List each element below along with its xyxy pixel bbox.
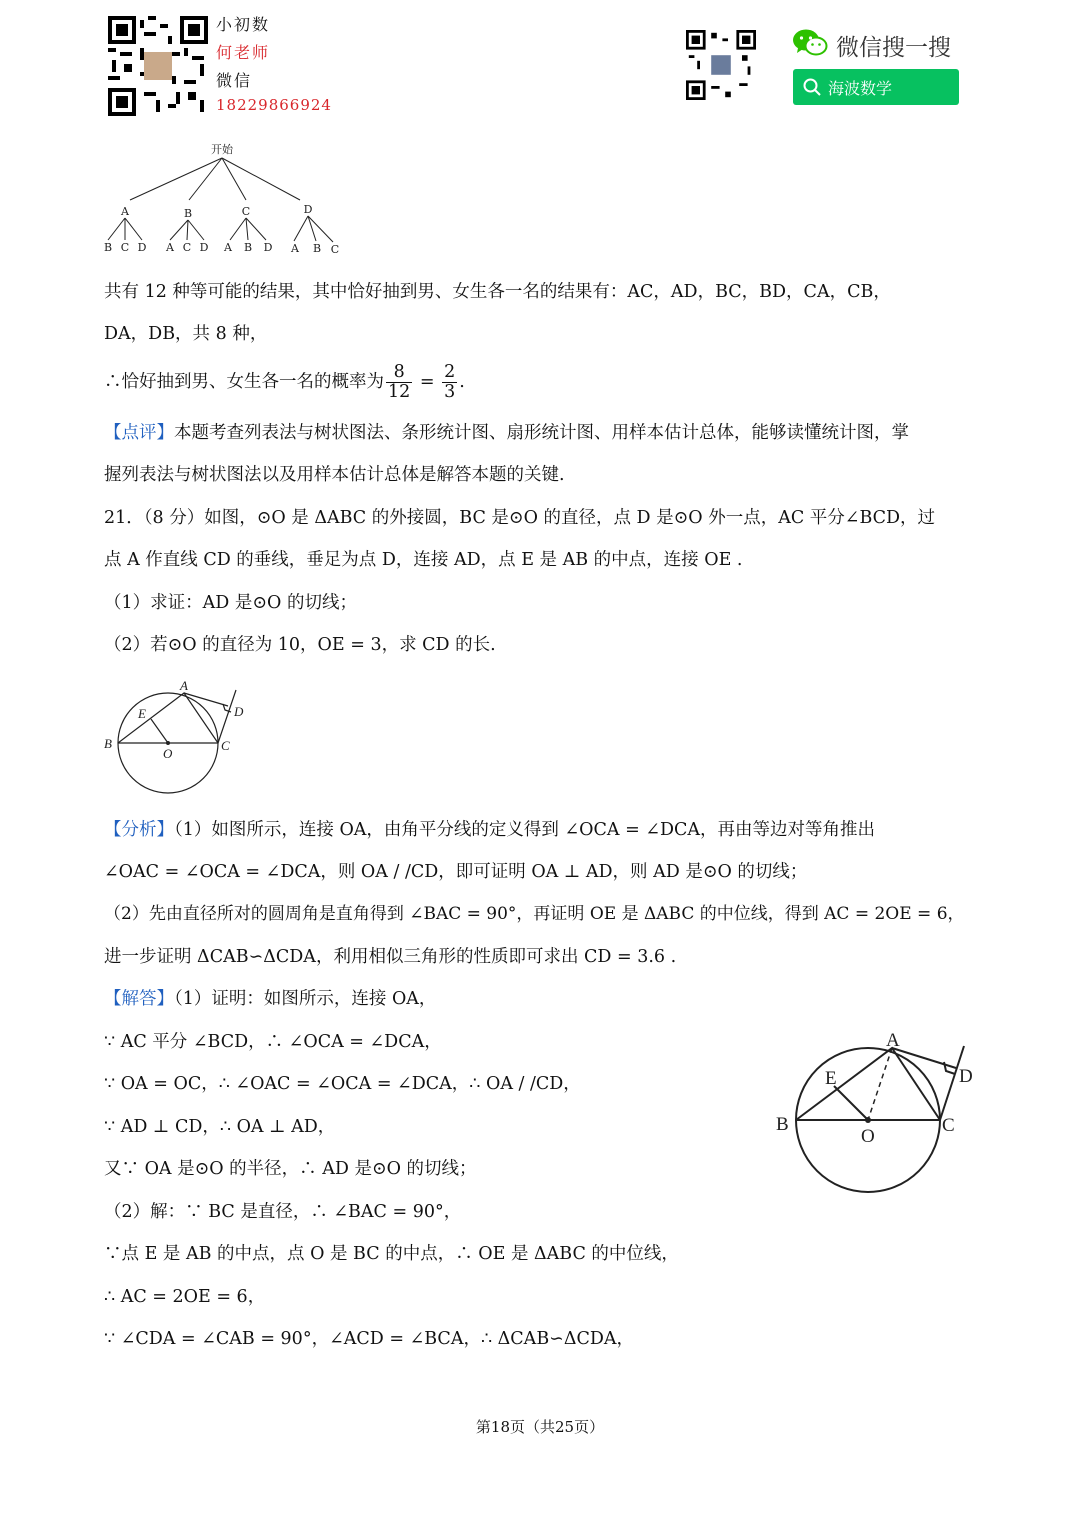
tree-leaf: D <box>137 241 147 254</box>
tree-leaf: A <box>291 242 299 255</box>
wechat-search-label: 微信搜一搜 <box>836 35 951 61</box>
fraction-numerator: 8 <box>386 363 412 383</box>
tree-node: B <box>183 207 193 220</box>
result-line-1: 共有 12 种等可能的结果，其中恰好抽到男、女生各一名的结果有：AC，AD，BC，BD，CA，CB， <box>104 282 891 302</box>
probability-line: ∴恰好抽到男、女生各一名的概率为 $\frac{8}{12}$ = $\frac{2}{3}$ . <box>104 362 465 402</box>
fraction-denominator: 3 <box>444 382 456 402</box>
label-E: E <box>825 1068 837 1089</box>
page-footer: 第18页（共25页） <box>475 1418 605 1436</box>
solution-line-2: ∵ AC 平分 ∠BCD，∴ ∠OCA = ∠DCA， <box>104 1032 442 1052</box>
tree-leaf: A <box>224 241 232 254</box>
handwritten-wechat: 微信 <box>216 71 253 90</box>
probability-suffix: . <box>459 372 465 392</box>
fraction-2-3 <box>442 363 457 402</box>
qr-code-right <box>686 30 756 100</box>
solution-line-3: ∵ OA = OC，∴ ∠OAC = ∠OCA = ∠DCA，∴ OA / /CD， <box>104 1074 581 1094</box>
label-D: D <box>959 1066 973 1087</box>
tree-leaf: D <box>199 241 209 254</box>
tree-node: D <box>303 203 313 216</box>
solution-line-5: 又∵ OA 是⊙O 的半径，∴ AD 是⊙O 的切线； <box>104 1159 477 1179</box>
handwritten-phone: 18229866924 <box>216 96 332 114</box>
analysis-line-2: ∠OAC = ∠OCA = ∠DCA，则 OA / /CD，即可证明 OA ⊥ AD，则 AD 是⊙O 的切线； <box>104 862 808 882</box>
comment-line-1 <box>104 421 909 445</box>
solution-line-1 <box>104 987 436 1011</box>
fraction-8-12 <box>386 363 412 402</box>
search-account-button[interactable] <box>793 69 959 105</box>
result-line-2: DA，DB，共 8 种， <box>104 324 268 344</box>
probability-prefix: ∴恰好抽到男、女生各一名的概率为 <box>104 372 384 392</box>
label-A: A <box>886 1030 900 1051</box>
analysis-line-3: （2）先由直径所对的圆周角是直角得到 ∠BAC = 90°，再证明 OE 是 ΔABC 的中位线，得到 AC = 2OE = 6， <box>104 904 965 924</box>
label-D: D <box>234 704 244 719</box>
tree-leaf: D <box>263 241 273 254</box>
solution-line-6: （2）解：∵ BC 是直径，∴ ∠BAC = 90°， <box>104 1202 462 1222</box>
tree-leaf: B <box>312 242 322 255</box>
solution-text: （1）证明：如图所示，连接 OA， <box>174 989 437 1009</box>
handwritten-title: 小初数 <box>216 15 271 34</box>
label-C: C <box>942 1115 955 1136</box>
label-A: A <box>180 678 188 693</box>
label-O: O <box>861 1126 875 1147</box>
tree-leaf: B <box>243 241 253 254</box>
tree-leaf: C <box>182 241 192 254</box>
comment-text: 本题考查列表法与树状图法、条形统计图、扇形统计图、用样本估计总体，能够读懂统计图，掌 <box>174 423 909 443</box>
label-B: B <box>104 736 112 751</box>
wechat-logo-icon <box>792 28 828 58</box>
tree-leaf: C <box>120 241 130 254</box>
analysis-tag: 【分析】 <box>104 820 174 840</box>
comment-line-2: 握列表法与树状图法以及用样本估计总体是解答本题的关键. <box>104 465 565 485</box>
question-21-line-1: 21．（8 分）如图，⊙O 是 ΔABC 的外接圆，BC 是⊙O 的直径，点 D 是⊙O 外一点，AC 平分∠BCD，过 <box>104 508 936 528</box>
geometry-figure-small <box>100 676 250 800</box>
tree-leaf: B <box>103 241 113 254</box>
comment-tag: 【点评】 <box>104 423 174 443</box>
solution-line-4: ∵ AD ⊥ CD，∴ OA ⊥ AD， <box>104 1117 336 1137</box>
solution-line-7: ∵点 E 是 AB 的中点，点 O 是 BC 的中点，∴ OE 是 ΔABC 的中位线， <box>104 1244 679 1264</box>
question-21-part-1: （1）求证：AD 是⊙O 的切线； <box>104 593 357 613</box>
label-B: B <box>776 1114 789 1135</box>
geometry-figure-large <box>772 1026 982 1196</box>
fraction-numerator: 2 <box>444 362 456 382</box>
question-21-part-2: （2）若⊙O 的直径为 10，OE = 3，求 CD 的长. <box>104 635 496 655</box>
tree-node: A <box>121 205 129 218</box>
label-E: E <box>138 706 146 721</box>
label-O: O <box>163 746 173 761</box>
analysis-text: （1）如图所示，连接 OA，由角平分线的定义得到 ∠OCA = ∠DCA，再由等边对等角推出 <box>174 820 876 840</box>
solution-tag: 【解答】 <box>104 989 174 1009</box>
label-C: C <box>221 738 230 753</box>
solution-line-9: ∵ ∠CDA = ∠CAB = 90°，∠ACD = ∠BCA，∴ ΔCAB∽ΔCDA， <box>104 1329 635 1349</box>
search-icon <box>802 77 822 101</box>
solution-line-8: ∴ AC = 2OE = 6， <box>104 1287 266 1307</box>
search-account-label: 海波数学 <box>828 79 893 98</box>
tree-leaf: C <box>330 243 340 256</box>
fraction-denominator: 12 <box>388 382 411 402</box>
tree-root: 开始 <box>211 143 233 156</box>
question-21-line-2: 点 A 作直线 CD 的垂线，垂足为点 D，连接 AD，点 E 是 AB 的中点，连接 OE . <box>104 550 743 570</box>
analysis-line-1 <box>104 818 875 842</box>
analysis-line-4: 进一步证明 ΔCAB∽ΔCDA，利用相似三角形的性质即可求出 CD = 3.6 . <box>104 947 677 967</box>
tree-node: C <box>241 205 251 218</box>
tree-leaf: A <box>166 241 174 254</box>
qr-code-left <box>108 16 208 116</box>
tree-diagram <box>100 138 350 260</box>
handwritten-teacher: 何老师 <box>216 43 271 62</box>
